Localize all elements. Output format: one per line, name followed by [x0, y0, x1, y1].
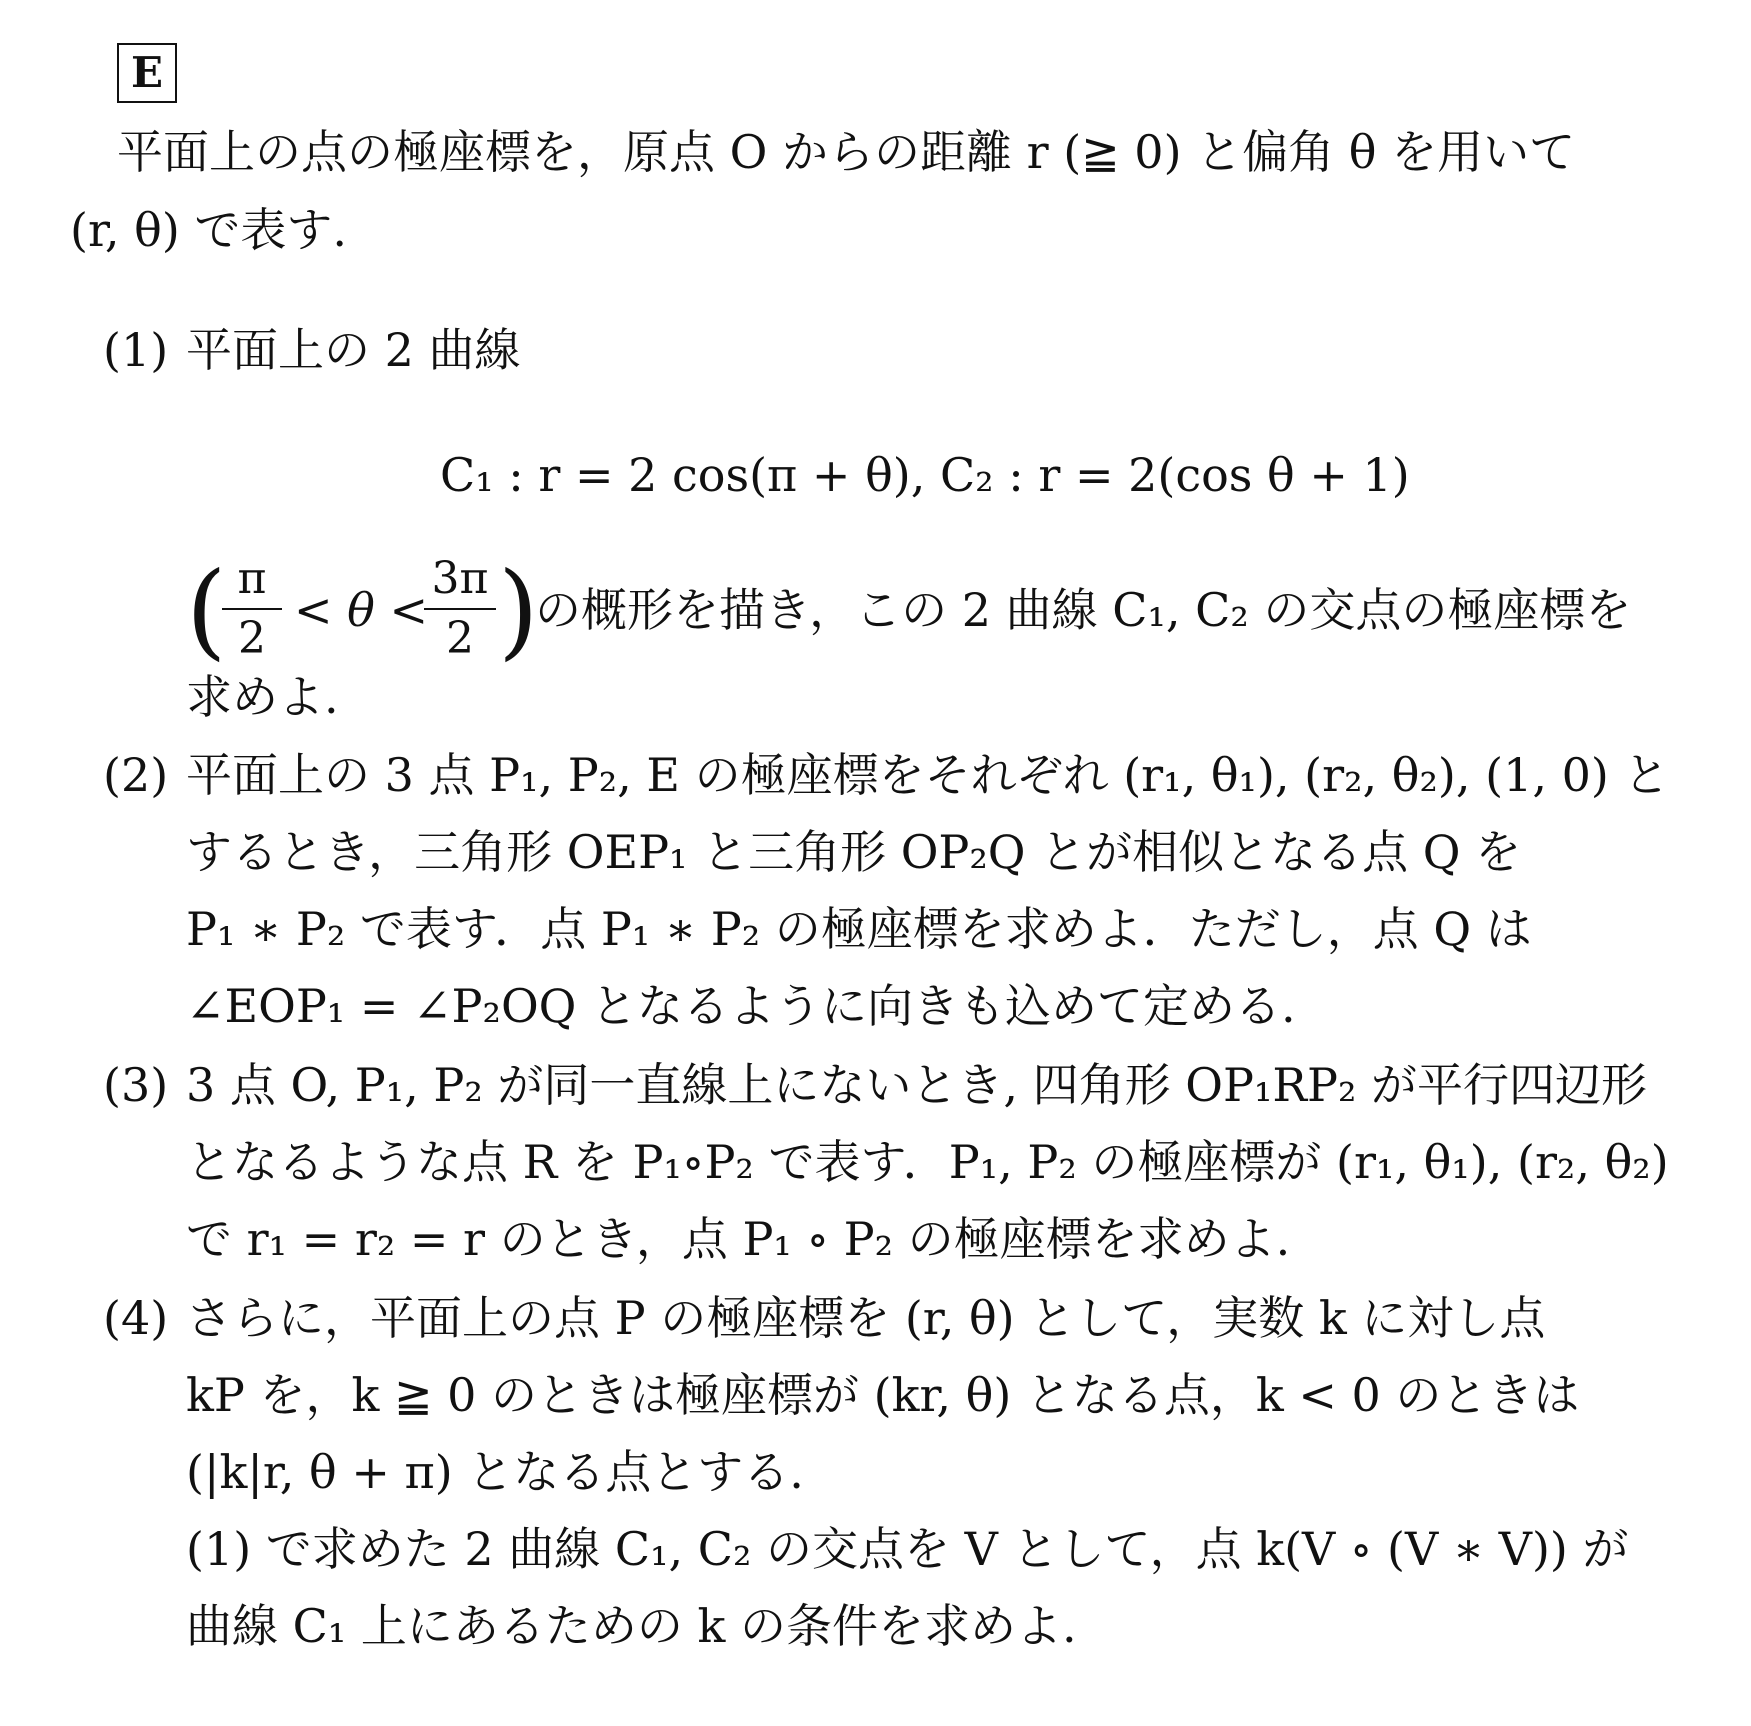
open-paren: (	[186, 549, 227, 671]
problem-4-line-1: さらに，平面上の点 P の極座標を (r, θ) として，実数 k に対し点	[186, 1291, 1546, 1345]
problem-1-tail: 求めよ.	[186, 670, 339, 724]
problem-4-line-4: (1) で求めた 2 曲線 C₁, C₂ の交点を V として，点 k(V ∘ (V ∗ V)) が	[186, 1522, 1629, 1576]
problem-4-line-5: 曲線 C₁ 上にあるための k の条件を求めよ.	[186, 1599, 1077, 1653]
problem-1-equation: C₁ : r = 2 cos(π + θ), C₂ : r = 2(cos θ + 1)	[440, 448, 1410, 502]
theta-inequality: < θ <	[294, 583, 429, 637]
right-numerator: 3π	[424, 550, 496, 610]
problem-4-number: (4)	[103, 1291, 169, 1345]
problem-4-line-2: kP を，k ≧ 0 のときは極座標が (kr, θ) となる点，k < 0 のときは	[186, 1368, 1580, 1422]
close-paren: )	[498, 549, 539, 671]
problem-2-line-4: ∠EOP₁ = ∠P₂OQ となるように向きも込めて定める.	[186, 979, 1296, 1033]
problem-2-line-1: 平面上の 3 点 P₁, P₂, E の極座標をそれぞれ (r₁, θ₁), (r₂, θ₂), (1, 0) と	[186, 748, 1670, 802]
problem-1-line-1: 平面上の 2 曲線	[186, 323, 521, 377]
left-denominator: 2	[238, 613, 266, 664]
problem-3-line-1: 3 点 O, P₁, P₂ が同一直線上にないとき, 四角形 OP₁RP₂ が平行四辺形	[186, 1058, 1648, 1112]
problem-1-number: (1)	[103, 323, 169, 377]
problem-3-line-2: となるような点 R を P₁∘P₂ で表す．P₁, P₂ の極座標が (r₁, θ₁), (r₂, θ₂)	[186, 1135, 1669, 1189]
left-fraction	[222, 550, 282, 668]
problem-label-box: E	[117, 43, 177, 103]
problem-1-after-fraction: の概形を描き，この 2 曲線 C₁, C₂ の交点の極座標を	[535, 583, 1632, 637]
intro-line-1: 平面上の点の極座標を，原点 O からの距離 r (≧ 0) と偏角 θ を用いて	[117, 125, 1576, 179]
right-denominator: 2	[446, 613, 474, 664]
theta-range-expression	[186, 549, 539, 671]
problem-4-line-3: (|k|r, θ + π) となる点とする.	[186, 1445, 804, 1499]
problem-3-number: (3)	[103, 1058, 169, 1112]
problem-2-line-2: するとき，三角形 OEP₁ と三角形 OP₂Q とが相似となる点 Q を	[186, 825, 1522, 879]
intro-line-2: (r, θ) で表す.	[70, 203, 348, 257]
right-fraction	[424, 550, 496, 668]
problem-2-number: (2)	[103, 748, 169, 802]
problem-3-line-3: で r₁ = r₂ = r のとき，点 P₁ ∘ P₂ の極座標を求めよ.	[186, 1212, 1291, 1266]
problem-2-line-3: P₁ ∗ P₂ で表す．点 P₁ ∗ P₂ の極座標を求めよ．ただし，点 Q は	[186, 902, 1532, 956]
left-numerator: π	[222, 550, 282, 610]
